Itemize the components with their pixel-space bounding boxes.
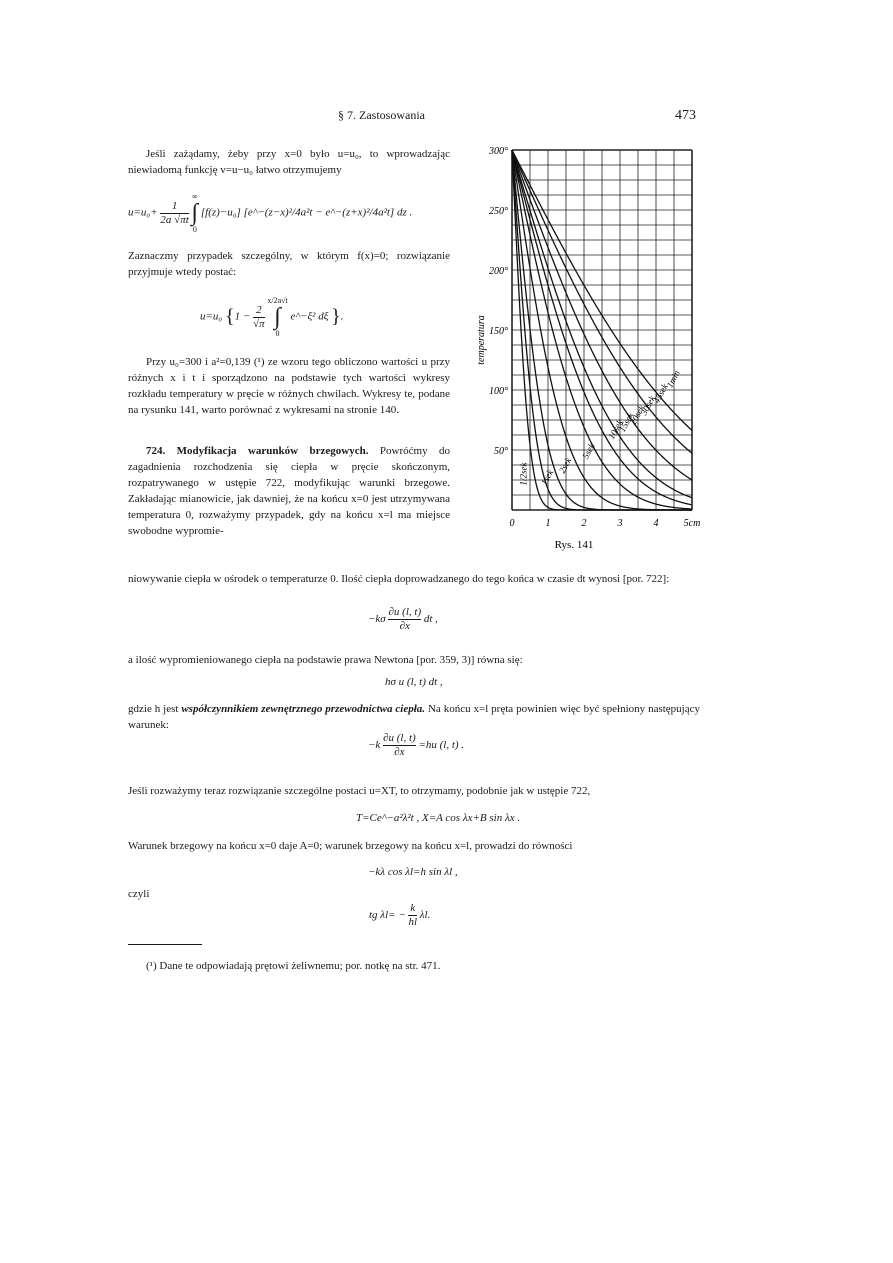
curve-label: 15sek <box>617 410 636 434</box>
word-czyli: czyli <box>128 888 150 900</box>
equation-2: u=u₀ {1 − $\frac{2}{√\pi}$ x/2a√t ∫ 0 e^−ξ² dξ }. <box>200 296 344 338</box>
paragraph-boundary-continued: niowywanie ciepła w ośrodek o temperaturze 0. Ilość ciepła doprowadzanego do tego końca w czasie dt wynosi [por. 722]: <box>128 573 670 585</box>
paragraph-boundary-result: Warunek brzegowy na końcu x=0 daje A=0; warunek brzegowy na końcu x=l, prowadzi do równości <box>128 840 573 852</box>
x-tick-label: 3 <box>617 518 623 529</box>
para6-start: gdzie h jest <box>128 703 179 715</box>
y-tick-label: 200° <box>489 266 508 277</box>
equation-6: T=Ce^−a²λ²t , X=A cos λx+B sin λx . <box>356 812 521 824</box>
eq5-suffix: =hu (l, t) . <box>418 739 465 752</box>
eq1-lower-limit: 0 <box>192 225 197 234</box>
eq2-numerator: 2 <box>256 303 262 316</box>
equation-7: −kλ cos λl=h sin λl , <box>368 866 458 878</box>
figure-caption: Rys. 141 <box>554 539 594 551</box>
eq3-suffix: dt , <box>423 613 438 626</box>
brace-close: } <box>331 305 341 328</box>
eq1-lhs: u=u₀+ <box>128 206 158 219</box>
paragraph-boundary-conditions <box>128 443 450 539</box>
y-tick-label: 150° <box>489 326 508 337</box>
eq2-lower-limit: 0 <box>275 329 280 338</box>
eq1-upper-limit: ∞ <box>191 192 198 201</box>
eq1-denominator: 2a √πt <box>160 213 189 226</box>
section-title: Modyfikacja warunków brzegowych. <box>176 445 369 457</box>
y-tick-label: 100° <box>489 386 508 397</box>
integral-sign: ∫ <box>191 200 199 226</box>
curve-label: 30sek <box>638 393 658 417</box>
eq8-suffix: λl. <box>419 909 431 922</box>
eq3-denominator: ∂x <box>388 619 421 633</box>
footnote-rule <box>128 944 202 945</box>
y-tick-label: 250° <box>489 206 508 217</box>
paragraph-particular-solution: Jeśli rozważymy teraz rozwiązanie szczególne postaci u=XT, to otrzymamy, podobnie jak w ustępie 722, <box>128 785 591 797</box>
eq8-fraction <box>408 902 417 929</box>
eq2-limits <box>267 296 287 338</box>
equation-5 <box>368 732 464 759</box>
integral-sign: ∫ <box>274 304 281 330</box>
eq3-fraction <box>388 606 421 633</box>
x-tick-label: 5cm <box>683 518 701 529</box>
curve-label: 1min <box>664 368 682 390</box>
eq8-prefix: tg λl= − <box>369 909 406 922</box>
curve-label: 45sek <box>651 381 670 405</box>
eq1-integrand: [f(z)−u₀] [e^−(z−x)²/4a²t − e^−(z+x)²/4a²t] dz . <box>200 206 413 219</box>
section-number: 724. <box>146 445 166 457</box>
curve-label: 1/2sek <box>518 462 529 486</box>
x-tick-label: 1 <box>545 518 551 529</box>
running-header: § 7. Zastosowania <box>338 108 425 122</box>
equation-1 <box>128 192 412 234</box>
eq5-fraction <box>383 732 416 759</box>
eq3-prefix: −kσ <box>368 613 386 626</box>
figure-141 <box>470 140 710 560</box>
para6-end: Na końcu x=l pręta powinien więc być spełniony następujący warunek: <box>128 703 701 731</box>
paragraph-data-description: Przy u₀=300 i a²=0,139 (¹) ze wzoru tego obliczono wartości u przy różnych x i t i sporządzono na podstawie tych wartości wykresy rozkładu temperatury w pręcie w różnych chwilach. Wykresy te, podane na rysunku 141, warto porównać z wykresami na stronie 140. <box>128 356 450 416</box>
paragraph-coefficient <box>128 701 700 733</box>
curve-label: 20sek <box>627 403 647 427</box>
eq5-denominator: ∂x <box>383 745 416 759</box>
x-tick-label: 2 <box>581 518 587 529</box>
brace-open: { <box>225 305 235 328</box>
curve-label: 5sek <box>580 441 597 461</box>
eq8-numerator: k <box>410 902 416 914</box>
paragraph-intro: Jeśli zażądamy, żeby przy x=0 było u=u₀, to wprowadzając niewiadomą funkcję v=u−u₀ łatwo otrzymujemy <box>128 148 450 176</box>
footnote: (¹) Dane te odpowiadają prętowi żeliwnemu; por. notkę na str. 471. <box>146 960 441 972</box>
curve-label: 1sek <box>538 467 556 487</box>
eq2-upper-limit: x/2a√t <box>267 296 288 305</box>
eq1-fraction <box>160 200 188 227</box>
eq2-fraction <box>253 304 265 331</box>
curve-label: 2sek <box>556 455 574 475</box>
eq3-numerator: ∂u (l, t) <box>388 606 422 618</box>
term-coefficient: współczynnikiem zewnętrznego przewodnictwa ciepła. <box>181 703 426 715</box>
equation-3 <box>368 606 438 633</box>
eq5-prefix: −k <box>368 739 381 752</box>
paragraph-special-case: Zaznaczmy przypadek szczególny, w którym f(x)=0; rozwiązanie przyjmuje wtedy postać: <box>128 250 450 278</box>
eq1-numerator: 1 <box>171 199 178 212</box>
eq5-numerator: ∂u (l, t) <box>383 732 416 744</box>
eq8-denominator: hl <box>408 916 418 928</box>
eq2-denominator: √π <box>253 317 265 330</box>
page-number: 473 <box>675 108 696 123</box>
curve-label: 10sek <box>606 417 625 441</box>
eq2-integrand: e^−ξ² dξ <box>290 310 329 323</box>
y-tick-label: 50° <box>494 446 508 457</box>
y-tick-label: 300° <box>489 146 508 157</box>
eq1-limits <box>192 192 199 234</box>
eq2-lhs: u=u₀ <box>200 310 223 323</box>
x-tick-label: 0 <box>509 518 515 529</box>
y-axis-label: temperatura <box>476 315 487 365</box>
equation-8 <box>369 902 430 929</box>
x-tick-label: 4 <box>653 518 659 529</box>
equation-4: hσ u (l, t) dt , <box>385 676 443 688</box>
section-text-narrow: Powróćmy do zagadnienia rozchodzenia się ciepła w pręcie skończonym, rozpatrywanego w ustępie 722, modyfikując warunki brzegowe. Zakładając mianowicie, jak dawniej, że na końcu x=0 jest utrzymywana temperatura 0, rozważymy przypadek, gdy na końcu x=l ma miejsce swobodne wypromie- <box>128 445 450 537</box>
paragraph-newton: a ilość wypromieniowanego ciepła na podstawie prawa Newtona [por. 359, 3)] równa się: <box>128 654 523 666</box>
